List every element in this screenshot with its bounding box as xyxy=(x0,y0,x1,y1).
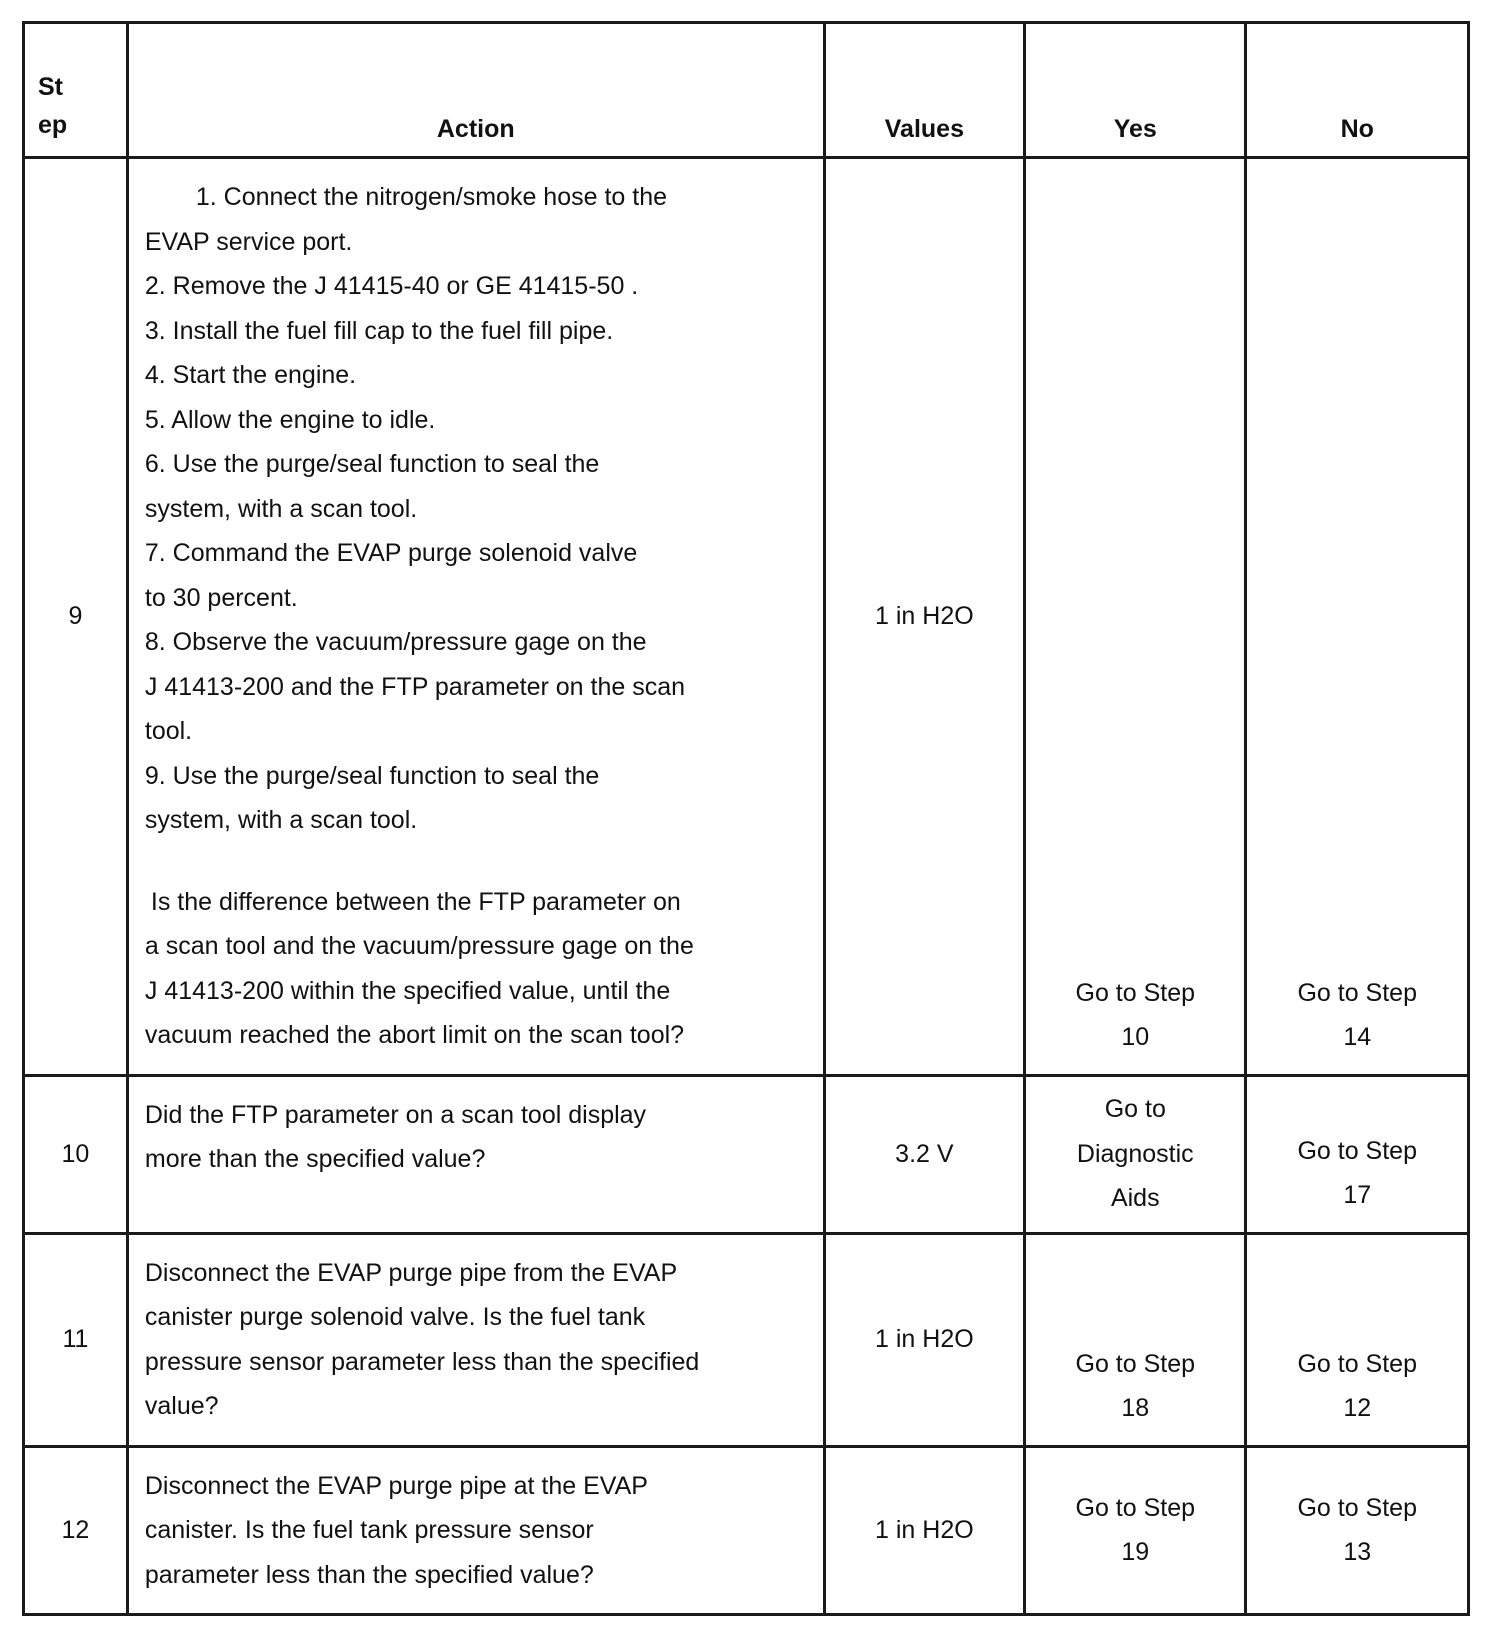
table-row xyxy=(24,1446,1469,1615)
action-line: 1. Connect the nitrogen/smoke hose to the xyxy=(195,183,668,211)
no-line: 12 xyxy=(1343,1394,1372,1422)
no-cell[interactable] xyxy=(1246,1075,1469,1233)
table-row xyxy=(24,158,1469,1076)
yes-line: Go to Step xyxy=(1075,978,1196,1007)
question-line: J 41413-200 within the specified value, until the xyxy=(144,976,671,1005)
action-line: Disconnect the EVAP purge pipe at the EVAP xyxy=(144,1471,648,1500)
no-line: Go to Step xyxy=(1297,978,1417,1007)
yes-cell[interactable] xyxy=(1025,158,1246,1076)
header-action: Action xyxy=(127,23,824,158)
header-step-line1: St xyxy=(38,73,63,101)
step-number: 9 xyxy=(24,158,128,1076)
action-line: tool. xyxy=(144,717,193,745)
no-cell[interactable] xyxy=(1246,158,1469,1076)
step-number: 10 xyxy=(24,1075,128,1233)
action-line: Did the FTP parameter on a scan tool display xyxy=(144,1100,647,1129)
action-line: canister. Is the fuel tank pressure sensor xyxy=(144,1516,594,1544)
table-row xyxy=(24,1075,1469,1233)
header-no: No xyxy=(1246,23,1469,158)
yes-line: Diagnostic xyxy=(1076,1139,1194,1168)
diagnostic-table xyxy=(22,21,1470,1616)
action-line: value? xyxy=(144,1392,219,1420)
spacer xyxy=(145,843,793,880)
value-cell: 1 in H2O xyxy=(824,1233,1024,1446)
no-line: 17 xyxy=(1343,1181,1372,1209)
yes-cell[interactable] xyxy=(1025,1446,1246,1615)
action-cell xyxy=(127,1233,824,1446)
step-number: 12 xyxy=(24,1446,128,1615)
no-line: Go to Step xyxy=(1297,1493,1417,1522)
action-line: 6. Use the purge/seal function to seal the xyxy=(144,450,600,478)
header-yes: Yes xyxy=(1025,23,1246,158)
yes-cell[interactable] xyxy=(1025,1075,1246,1233)
yes-line: 19 xyxy=(1121,1538,1150,1567)
action-cell xyxy=(127,1446,824,1615)
action-line: pressure sensor parameter less than the specified xyxy=(144,1347,700,1376)
yes-line: Go to Step xyxy=(1075,1493,1196,1522)
action-line: 3. Install the fuel fill cap to the fuel fill pipe. xyxy=(144,316,614,345)
header-row xyxy=(24,23,1469,158)
yes-line: 18 xyxy=(1121,1394,1150,1422)
step-number: 11 xyxy=(24,1233,128,1446)
no-line: 13 xyxy=(1343,1538,1372,1567)
action-line: 4. Start the engine. xyxy=(144,361,357,389)
action-line: to 30 percent. xyxy=(144,583,298,612)
yes-line: 10 xyxy=(1121,1023,1150,1051)
action-line: canister purge solenoid valve. Is the fuel tank xyxy=(144,1303,646,1331)
action-line: Disconnect the EVAP purge pipe from the EVAP xyxy=(144,1258,678,1287)
no-cell[interactable] xyxy=(1246,1446,1469,1615)
action-line: 7. Command the EVAP purge solenoid valve xyxy=(144,539,638,567)
value-cell: 1 in H2O xyxy=(824,158,1024,1076)
value-cell: 3.2 V xyxy=(824,1075,1024,1233)
action-line: more than the specified value? xyxy=(144,1145,486,1173)
no-cell[interactable] xyxy=(1246,1233,1469,1446)
value-cell: 1 in H2O xyxy=(824,1446,1024,1615)
question-line: Is the difference between the FTP parameter on xyxy=(150,887,681,916)
action-line: parameter less than the specified value? xyxy=(144,1560,594,1589)
action-line: 2. Remove the J 41415-40 or GE 41415-50 . xyxy=(144,272,639,300)
header-values: Values xyxy=(824,23,1024,158)
action-line: 5. Allow the engine to idle. xyxy=(144,405,436,434)
action-line: J 41413-200 and the FTP parameter on the scan xyxy=(144,672,686,701)
yes-line: Go to Step xyxy=(1075,1349,1196,1378)
action-cell xyxy=(127,158,824,1076)
header-step xyxy=(24,23,128,158)
action-cell xyxy=(127,1075,824,1233)
action-line: EVAP service port. xyxy=(144,227,353,256)
no-line: 14 xyxy=(1343,1023,1372,1051)
action-line: 9. Use the purge/seal function to seal the xyxy=(144,761,600,790)
question-line: vacuum reached the abort limit on the scan tool? xyxy=(144,1021,685,1049)
yes-cell[interactable] xyxy=(1025,1233,1246,1446)
no-line: Go to Step xyxy=(1297,1349,1417,1378)
yes-line: Aids xyxy=(1110,1184,1160,1213)
action-line: system, with a scan tool. xyxy=(144,806,418,834)
action-line: system, with a scan tool. xyxy=(144,494,418,523)
question-line: a scan tool and the vacuum/pressure gage on the xyxy=(144,932,694,960)
header-step-line2: ep xyxy=(38,111,68,139)
table-row xyxy=(24,1233,1469,1446)
no-line: Go to Step xyxy=(1297,1136,1417,1165)
action-line: 8. Observe the vacuum/pressure gage on the xyxy=(144,628,647,656)
yes-line: Go to xyxy=(1104,1095,1166,1124)
